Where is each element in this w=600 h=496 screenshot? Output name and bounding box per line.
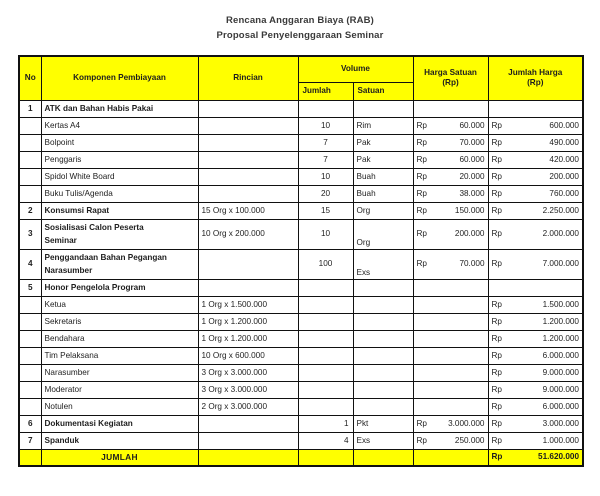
header-volume-satuan: Satuan xyxy=(353,82,413,100)
row-rincian xyxy=(198,279,298,296)
row-jumlah-harga-value: 420.000 xyxy=(549,154,579,164)
row-jumlah-harga-value: 9.000.000 xyxy=(542,367,579,377)
row-harga-satuan-currency: Rp xyxy=(416,188,427,198)
row-jumlah-harga-value: 1.500.000 xyxy=(542,299,579,309)
row-jumlah-harga-currency: Rp xyxy=(491,137,502,147)
row-no: 5 xyxy=(19,279,41,296)
total-row-amount xyxy=(488,449,583,466)
row-harga-satuan-currency: Rp xyxy=(416,229,427,238)
row-harga-satuan xyxy=(413,249,488,279)
row-volume-satuan xyxy=(353,398,413,415)
row-volume-satuan: Org xyxy=(353,219,413,249)
row-harga-satuan xyxy=(413,415,488,432)
row-komponen: Dokumentasi Kegiatan xyxy=(41,415,198,432)
row-jumlah-harga xyxy=(488,398,583,415)
row-no: 3 xyxy=(19,219,41,249)
row-harga-satuan xyxy=(413,100,488,117)
table-row xyxy=(19,219,583,249)
row-jumlah-harga-value: 760.000 xyxy=(549,188,579,198)
row-rincian xyxy=(198,134,298,151)
row-volume-jumlah xyxy=(298,100,353,117)
row-harga-satuan xyxy=(413,296,488,313)
header-volume-jumlah: Jumlah xyxy=(298,82,353,100)
row-volume-jumlah xyxy=(298,330,353,347)
row-volume-jumlah: 7 xyxy=(298,134,353,151)
row-harga-satuan-value: 70.000 xyxy=(459,137,485,147)
row-volume-jumlah: 4 xyxy=(298,432,353,449)
row-harga-satuan-currency: Rp xyxy=(416,418,427,428)
title-line-2: Proposal Penyelenggaraan Seminar xyxy=(216,30,384,41)
row-harga-satuan xyxy=(413,185,488,202)
row-jumlah-harga-currency: Rp xyxy=(491,259,502,268)
row-rincian: 1 Org x 1.200.000 xyxy=(198,330,298,347)
row-jumlah-harga-currency: Rp xyxy=(491,384,502,394)
row-harga-satuan xyxy=(413,381,488,398)
row-rincian xyxy=(198,117,298,134)
row-volume-satuan: Pak xyxy=(353,134,413,151)
row-harga-satuan-value: 60.000 xyxy=(459,120,485,130)
row-no: 4 xyxy=(19,249,41,279)
row-jumlah-harga-value: 600.000 xyxy=(549,120,579,130)
row-harga-satuan-value: 200.000 xyxy=(454,229,485,238)
row-jumlah-harga-value: 2.250.000 xyxy=(542,205,579,215)
header-volume: Volume xyxy=(298,56,413,82)
row-volume-satuan xyxy=(353,364,413,381)
row-jumlah-harga xyxy=(488,347,583,364)
row-jumlah-harga xyxy=(488,219,583,249)
table-row xyxy=(19,117,583,134)
row-harga-satuan-value: 250.000 xyxy=(454,435,485,445)
row-volume-jumlah xyxy=(298,313,353,330)
row-jumlah-harga-currency: Rp xyxy=(491,120,502,130)
total-amount-value: 51.620.000 xyxy=(538,452,579,462)
row-jumlah-harga-currency: Rp xyxy=(491,435,502,445)
row-jumlah-harga xyxy=(488,279,583,296)
table-row xyxy=(19,134,583,151)
row-komponen: Kertas A4 xyxy=(41,117,198,134)
row-jumlah-harga-currency: Rp xyxy=(491,367,502,377)
budget-table xyxy=(18,55,584,467)
row-jumlah-harga xyxy=(488,185,583,202)
row-komponen: Narasumber xyxy=(41,364,198,381)
row-harga-satuan-currency: Rp xyxy=(416,137,427,147)
total-row-satuan-cell xyxy=(353,449,413,466)
row-no: 6 xyxy=(19,415,41,432)
row-harga-satuan-currency: Rp xyxy=(416,120,427,130)
row-jumlah-harga-currency: Rp xyxy=(491,188,502,198)
row-jumlah-harga xyxy=(488,313,583,330)
row-harga-satuan-value: 38.000 xyxy=(459,188,485,198)
total-currency-symbol: Rp xyxy=(491,452,503,462)
table-row xyxy=(19,202,583,219)
row-rincian: 1 Org x 1.500.000 xyxy=(198,296,298,313)
row-no xyxy=(19,347,41,364)
row-jumlah-harga-value: 6.000.000 xyxy=(542,350,579,360)
row-jumlah-harga-value: 1.200.000 xyxy=(542,333,579,343)
row-jumlah-harga xyxy=(488,134,583,151)
row-volume-jumlah: 7 xyxy=(298,151,353,168)
row-komponen: Sekretaris xyxy=(41,313,198,330)
total-row-no-cell xyxy=(19,449,41,466)
row-jumlah-harga-currency: Rp xyxy=(491,205,502,215)
row-volume-satuan: Exs xyxy=(353,432,413,449)
row-jumlah-harga-value: 7.000.000 xyxy=(542,259,579,268)
row-harga-satuan-currency: Rp xyxy=(416,171,427,181)
row-komponen-line2: Narasumber xyxy=(44,266,93,275)
header-komponen: Komponen Pembiayaan xyxy=(41,56,198,100)
row-no: 7 xyxy=(19,432,41,449)
row-volume-jumlah: 20 xyxy=(298,185,353,202)
row-komponen: Spidol White Board xyxy=(41,168,198,185)
row-rincian xyxy=(198,432,298,449)
row-volume-jumlah: 15 xyxy=(298,202,353,219)
row-volume-jumlah xyxy=(298,296,353,313)
row-harga-satuan-currency: Rp xyxy=(416,154,427,164)
row-rincian: 10 Org x 600.000 xyxy=(198,347,298,364)
row-komponen: Buku Tulis/Agenda xyxy=(41,185,198,202)
row-volume-satuan xyxy=(353,381,413,398)
header-rincian: Rincian xyxy=(198,56,298,100)
total-row-harga-cell xyxy=(413,449,488,466)
row-jumlah-harga xyxy=(488,117,583,134)
row-volume-satuan xyxy=(353,296,413,313)
row-jumlah-harga-value: 3.000.000 xyxy=(542,418,579,428)
table-row xyxy=(19,151,583,168)
row-komponen-line1: Penggandaan Bahan Pegangan xyxy=(44,253,167,262)
row-volume-jumlah: 100 xyxy=(298,249,353,279)
row-no xyxy=(19,381,41,398)
row-jumlah-harga-currency: Rp xyxy=(491,299,502,309)
row-rincian: 3 Org x 3.000.000 xyxy=(198,364,298,381)
row-jumlah-harga-currency: Rp xyxy=(491,401,502,411)
table-row xyxy=(19,249,583,279)
total-row-jumlah-cell xyxy=(298,449,353,466)
table-row xyxy=(19,432,583,449)
row-harga-satuan xyxy=(413,202,488,219)
row-jumlah-harga-currency: Rp xyxy=(491,154,502,164)
row-volume-satuan xyxy=(353,347,413,364)
row-jumlah-harga-currency: Rp xyxy=(491,333,502,343)
row-jumlah-harga xyxy=(488,432,583,449)
table-row xyxy=(19,381,583,398)
row-volume-satuan xyxy=(353,330,413,347)
row-harga-satuan-currency: Rp xyxy=(416,435,427,445)
row-komponen xyxy=(41,219,198,249)
row-jumlah-harga-currency: Rp xyxy=(491,418,502,428)
table-footer xyxy=(19,449,583,466)
row-volume-jumlah xyxy=(298,364,353,381)
row-komponen: Tim Pelaksana xyxy=(41,347,198,364)
header-jumlah-harga-line2: (Rp) xyxy=(527,78,544,88)
header-harga-satuan-line2: (Rp) xyxy=(442,78,459,88)
row-volume-satuan: Exs xyxy=(353,249,413,279)
row-no: 2 xyxy=(19,202,41,219)
row-rincian: 10 Org x 200.000 xyxy=(198,219,298,249)
row-harga-satuan xyxy=(413,398,488,415)
row-harga-satuan xyxy=(413,117,488,134)
row-volume-satuan xyxy=(353,100,413,117)
table-header xyxy=(19,56,583,100)
row-komponen: Notulen xyxy=(41,398,198,415)
row-volume-jumlah: 10 xyxy=(298,117,353,134)
row-no: 1 xyxy=(19,100,41,117)
row-jumlah-harga-value: 1.000.000 xyxy=(542,435,579,445)
row-volume-satuan: Org xyxy=(353,202,413,219)
row-rincian xyxy=(198,415,298,432)
row-no xyxy=(19,330,41,347)
row-rincian xyxy=(198,168,298,185)
row-harga-satuan-value: 150.000 xyxy=(454,205,485,215)
row-harga-satuan xyxy=(413,364,488,381)
row-no xyxy=(19,364,41,381)
table-row xyxy=(19,364,583,381)
row-harga-satuan xyxy=(413,168,488,185)
row-komponen-line1: Sosialisasi Calon Peserta xyxy=(44,223,144,232)
row-komponen: Konsumsi Rapat xyxy=(41,202,198,219)
row-harga-satuan-value: 70.000 xyxy=(459,259,485,268)
row-volume-satuan xyxy=(353,279,413,296)
row-volume-satuan: Pak xyxy=(353,151,413,168)
row-volume-jumlah xyxy=(298,381,353,398)
row-jumlah-harga-value: 200.000 xyxy=(549,171,579,181)
row-no xyxy=(19,313,41,330)
table-row xyxy=(19,415,583,432)
row-jumlah-harga-currency: Rp xyxy=(491,229,502,238)
row-jumlah-harga xyxy=(488,249,583,279)
header-harga-satuan-line1: Harga Satuan xyxy=(424,68,477,78)
row-rincian xyxy=(198,185,298,202)
row-harga-satuan xyxy=(413,330,488,347)
row-harga-satuan-currency: Rp xyxy=(416,259,427,268)
row-harga-satuan-value: 20.000 xyxy=(459,171,485,181)
header-jumlah-harga-line1: Jumlah Harga xyxy=(508,68,563,78)
row-no xyxy=(19,134,41,151)
row-jumlah-harga-currency: Rp xyxy=(491,316,502,326)
row-jumlah-harga-value: 1.200.000 xyxy=(542,316,579,326)
row-harga-satuan xyxy=(413,279,488,296)
table-row xyxy=(19,347,583,364)
row-no xyxy=(19,398,41,415)
row-komponen: Ketua xyxy=(41,296,198,313)
row-harga-satuan xyxy=(413,347,488,364)
row-jumlah-harga xyxy=(488,330,583,347)
row-komponen: Bendahara xyxy=(41,330,198,347)
row-jumlah-harga-value: 6.000.000 xyxy=(542,401,579,411)
budget-table-wrapper xyxy=(18,55,582,467)
row-komponen: Bolpoint xyxy=(41,134,198,151)
table-row xyxy=(19,100,583,117)
row-volume-satuan: Rim xyxy=(353,117,413,134)
row-jumlah-harga xyxy=(488,381,583,398)
row-jumlah-harga-currency: Rp xyxy=(491,350,502,360)
row-komponen: Penggaris xyxy=(41,151,198,168)
row-volume-jumlah xyxy=(298,398,353,415)
row-rincian: 1 Org x 1.200.000 xyxy=(198,313,298,330)
row-harga-satuan xyxy=(413,313,488,330)
row-rincian xyxy=(198,100,298,117)
row-jumlah-harga xyxy=(488,168,583,185)
row-jumlah-harga xyxy=(488,364,583,381)
row-volume-satuan: Buah xyxy=(353,185,413,202)
table-row xyxy=(19,313,583,330)
row-jumlah-harga-value: 9.000.000 xyxy=(542,384,579,394)
row-komponen: Moderator xyxy=(41,381,198,398)
total-row-label: JUMLAH xyxy=(41,449,198,466)
table-row xyxy=(19,330,583,347)
row-jumlah-harga-value: 2.000.000 xyxy=(542,229,579,238)
table-row xyxy=(19,168,583,185)
total-row xyxy=(19,449,583,466)
row-volume-satuan xyxy=(353,313,413,330)
row-no xyxy=(19,151,41,168)
table-row xyxy=(19,279,583,296)
row-volume-satuan: Buah xyxy=(353,168,413,185)
row-harga-satuan-currency: Rp xyxy=(416,205,427,215)
table-row xyxy=(19,296,583,313)
row-harga-satuan xyxy=(413,219,488,249)
total-row-rincian-cell xyxy=(198,449,298,466)
row-harga-satuan xyxy=(413,432,488,449)
row-rincian xyxy=(198,151,298,168)
title-line-1: Rencana Anggaran Biaya (RAB) xyxy=(226,15,374,26)
row-no xyxy=(19,185,41,202)
row-jumlah-harga xyxy=(488,151,583,168)
row-volume-jumlah: 10 xyxy=(298,219,353,249)
row-no xyxy=(19,296,41,313)
row-jumlah-harga xyxy=(488,202,583,219)
row-jumlah-harga-currency: Rp xyxy=(491,171,502,181)
row-rincian: 15 Org x 100.000 xyxy=(198,202,298,219)
row-jumlah-harga xyxy=(488,296,583,313)
row-harga-satuan-value: 60.000 xyxy=(459,154,485,164)
table-row xyxy=(19,398,583,415)
row-komponen: ATK dan Bahan Habis Pakai xyxy=(41,100,198,117)
row-harga-satuan xyxy=(413,151,488,168)
row-volume-jumlah xyxy=(298,347,353,364)
row-komponen: Honor Pengelola Program xyxy=(41,279,198,296)
row-volume-jumlah: 1 xyxy=(298,415,353,432)
row-no xyxy=(19,168,41,185)
row-jumlah-harga-value: 490.000 xyxy=(549,137,579,147)
row-jumlah-harga xyxy=(488,415,583,432)
row-rincian: 2 Org x 3.000.000 xyxy=(198,398,298,415)
row-no xyxy=(19,117,41,134)
header-harga-satuan xyxy=(413,56,488,100)
row-komponen: Spanduk xyxy=(41,432,198,449)
header-jumlah-harga xyxy=(488,56,583,100)
row-jumlah-harga xyxy=(488,100,583,117)
row-rincian: 3 Org x 3.000.000 xyxy=(198,381,298,398)
table-row xyxy=(19,185,583,202)
header-no: No xyxy=(19,56,41,100)
row-volume-satuan: Pkt xyxy=(353,415,413,432)
row-rincian xyxy=(198,249,298,279)
document-title xyxy=(0,0,600,43)
row-harga-satuan xyxy=(413,134,488,151)
row-volume-jumlah xyxy=(298,279,353,296)
row-volume-jumlah: 10 xyxy=(298,168,353,185)
table-body xyxy=(19,100,583,449)
row-harga-satuan-value: 3.000.000 xyxy=(448,418,485,428)
row-komponen xyxy=(41,249,198,279)
row-komponen-line2: Seminar xyxy=(44,236,77,245)
